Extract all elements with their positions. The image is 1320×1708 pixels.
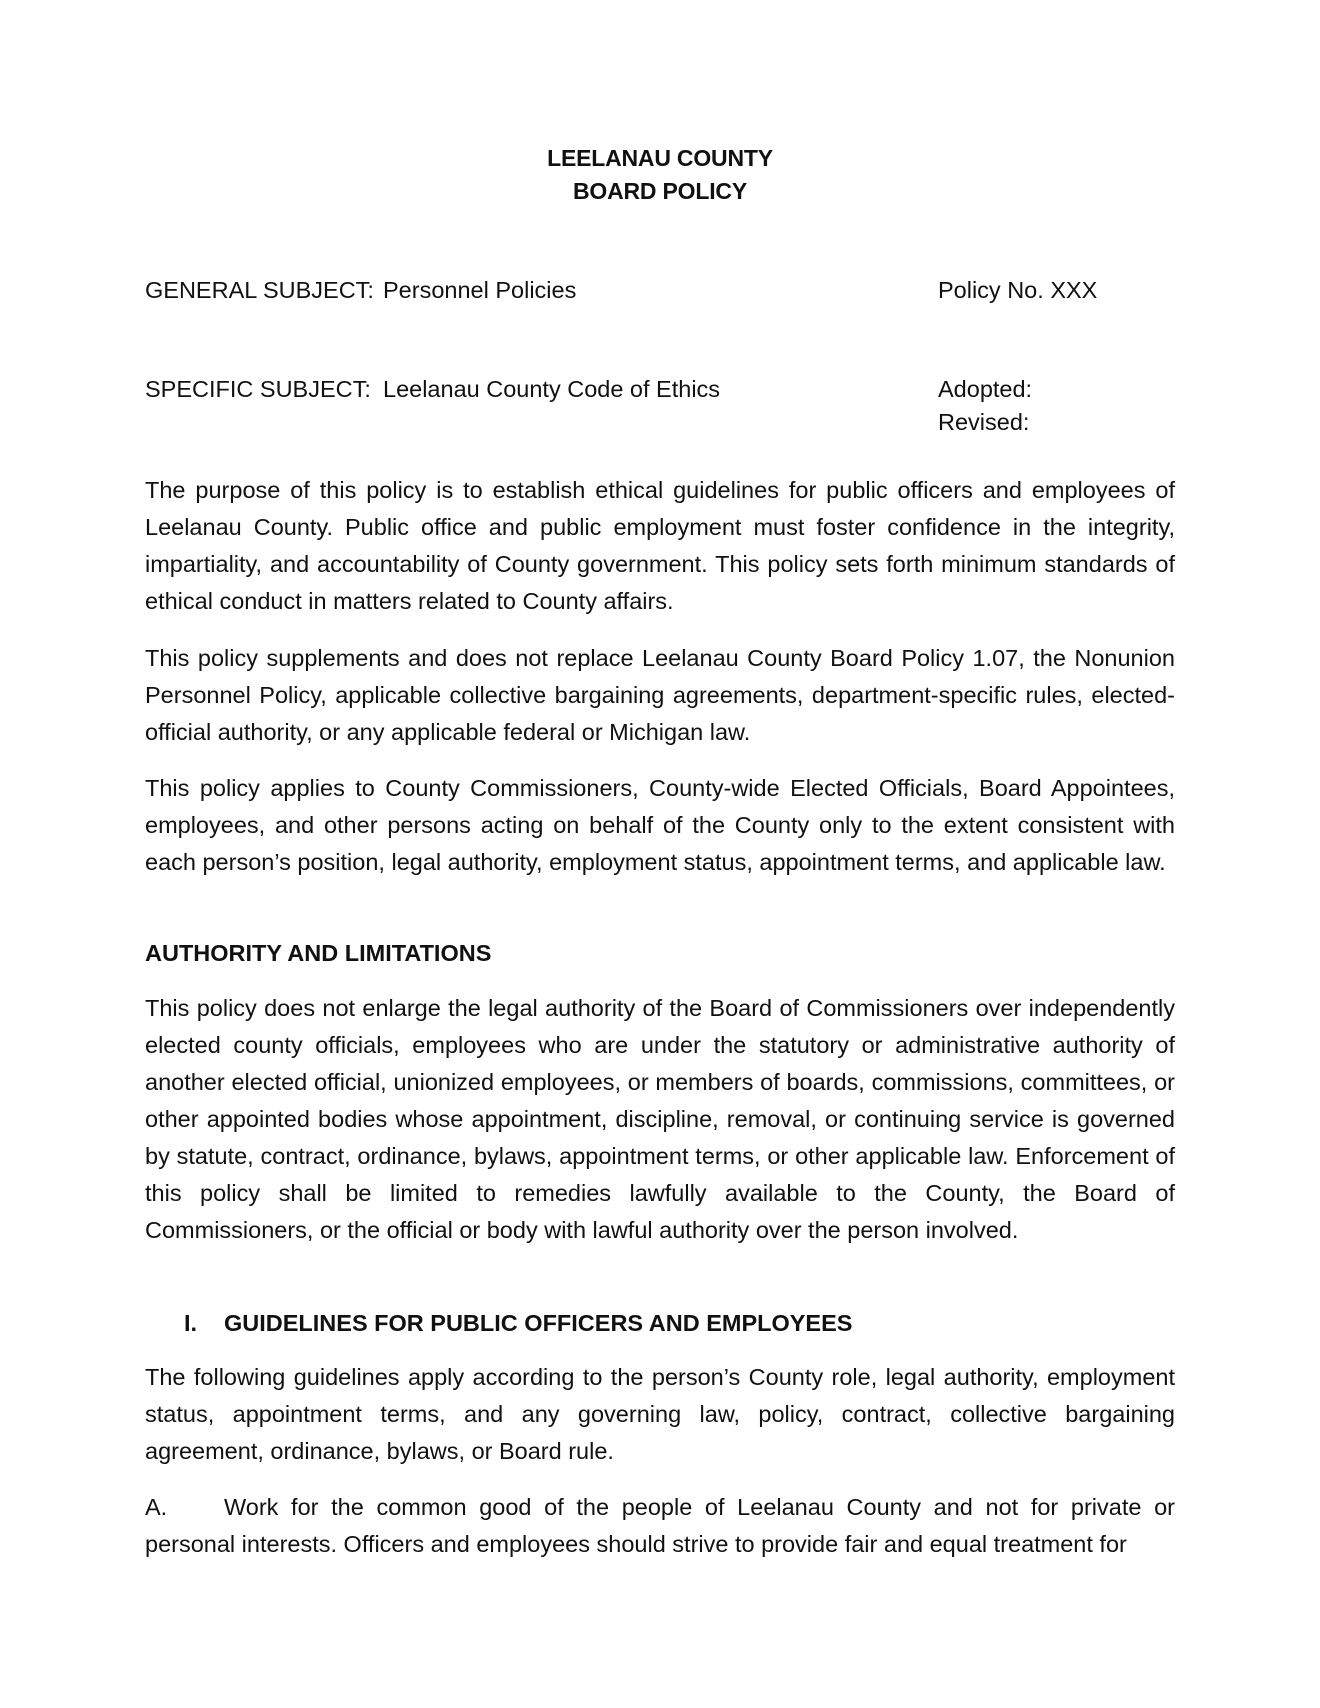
specific-subject-value: Leelanau County Code of Ethics (383, 376, 721, 402)
item-a (145, 1489, 1175, 1563)
section-number: I. (184, 1310, 198, 1336)
authority-heading: AUTHORITY AND LIMITATIONS (145, 940, 492, 966)
section-heading-text: GUIDELINES FOR PUBLIC OFFICERS AND EMPLOYEES (224, 1310, 853, 1336)
item-a-text: Work for the common good of the people of Leelanau County and not for private or personal interests. Officers and employees should strive to provide fair and equal treatment for (145, 1494, 1175, 1557)
revised-label: Revised: (938, 409, 1030, 435)
section-paragraph: The following guidelines apply according to the person’s County role, legal authority, employment status, appointment terms, and any governing law, policy, contract, collective bargaining agreement, ordinance, bylaws, or Board rule. (145, 1364, 1175, 1464)
section-heading (184, 1307, 852, 1340)
general-subject-value: Personnel Policies (383, 277, 577, 303)
purpose-paragraph: The purpose of this policy is to establish ethical guidelines for public officers and employees of Leelanau County. Public office and public employment must foster confidence in the integrity, impartiality, and accountability of County government. This policy sets forth minimum standards of ethical conduct in matters related to County affairs. (145, 477, 1175, 614)
policy-number: Policy No. XXX (938, 277, 1098, 303)
item-a-label: A. (145, 1494, 168, 1520)
supplement-paragraph: This policy supplements and does not replace Leelanau County Board Policy 1.07, the Nonunion Personnel Policy, applicable collective bargaining agreements, department-specific rules, elected-official authority, or any applicable federal or Michigan law. (145, 645, 1175, 745)
general-subject-label: GENERAL SUBJECT: (145, 277, 374, 303)
adopted-label: Adopted: (938, 376, 1033, 402)
document-title-county: LEELANAU COUNTY (547, 145, 773, 171)
applicability-paragraph: This policy applies to County Commissioners, County-wide Elected Officials, Board Appointees, employees, and other persons acting on behalf of the County only to the extent consistent with each person’s position, legal authority, employment status, appointment terms, and applicable law. (145, 775, 1175, 875)
specific-subject-label: SPECIFIC SUBJECT: (145, 376, 371, 402)
authority-paragraph: This policy does not enlarge the legal authority of the Board of Commissioners over independently elected county officials, employees who are under the statutory or administrative authority of another elected official, unionized employees, or members of boards, commissions, committees, or other appointed bodies whose appointment, discipline, removal, or continuing service is governed by statute, contract, ordinance, bylaws, appointment terms, or other applicable law. Enforcement of this policy shall be limited to remedies lawfully available to the County, the Board of Commissioners, or the official or body with lawful authority over the person involved. (145, 995, 1175, 1243)
document-title-policy: BOARD POLICY (573, 178, 747, 204)
